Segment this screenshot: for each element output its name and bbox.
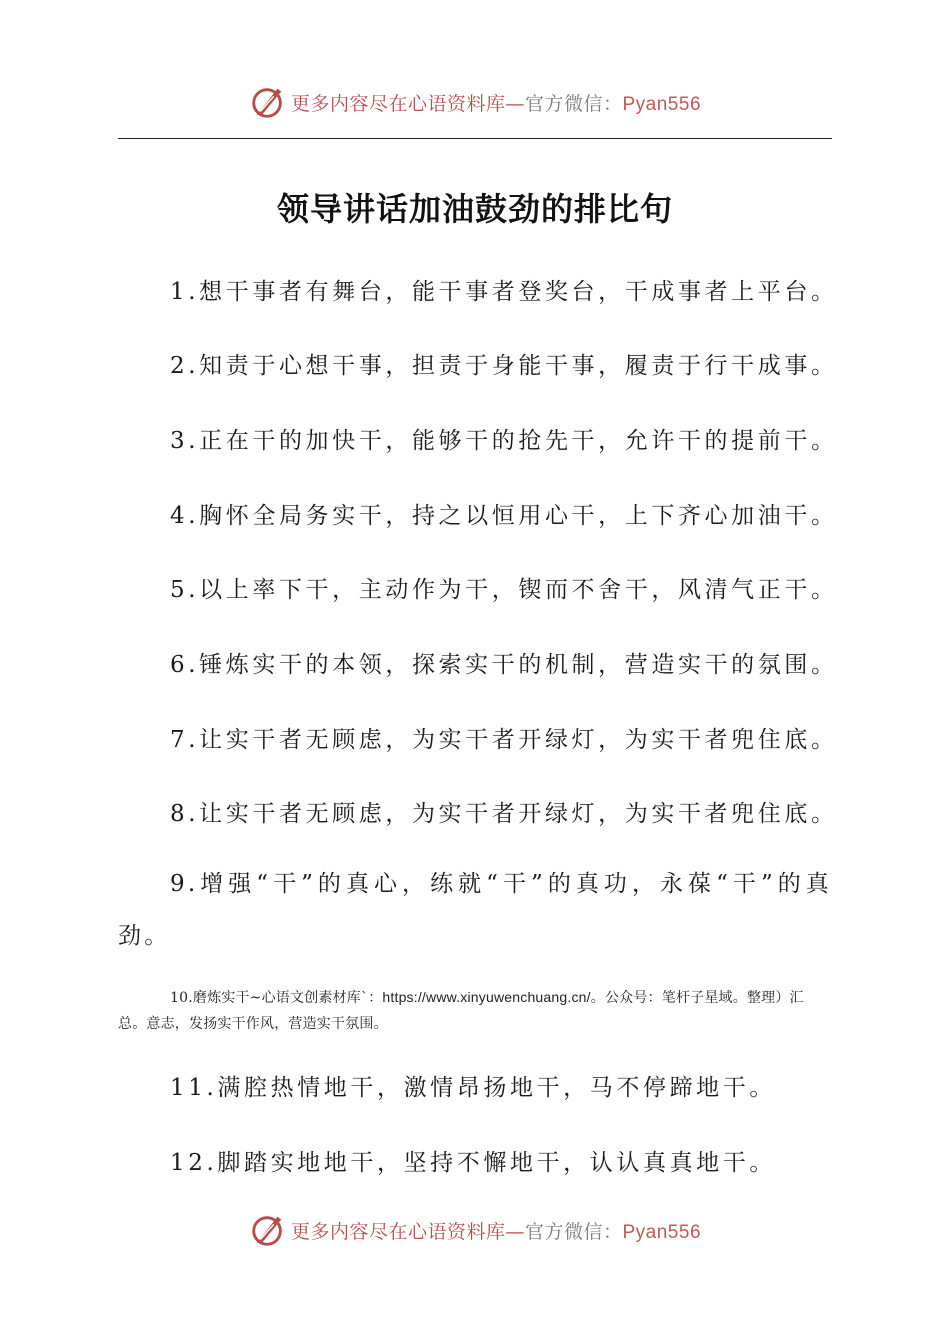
banner-separator: —: [505, 92, 525, 115]
list-item: 7.让实干者无顾虑，为实干者开绿灯，为实干者兜住底。: [170, 727, 838, 753]
list-item: 11.满腔热情地干，激情昂扬地干，马不停蹄地干。: [170, 1075, 776, 1101]
list-item: 8.让实干者无顾虑，为实干者开绿灯，为实干者兜住底。: [170, 801, 838, 827]
list-item: 4.胸怀全局务实干，持之以恒用心干，上下齐心加油干。: [170, 503, 838, 529]
header-divider: [118, 138, 832, 139]
list-item-small: [118, 984, 832, 1037]
header-banner: [0, 80, 950, 124]
quill-logo-icon: [249, 83, 287, 121]
list-item: 2.知责于心想干事，担责于身能干事，履责于行干成事。: [170, 353, 838, 379]
list-item: 6.锤炼实干的本领，探索实干的机制，营造实干的氛围。: [170, 652, 838, 678]
list-item: 5.以上率下干，主动作为干，锲而不舍干，风清气正干。: [170, 577, 838, 603]
banner-wechat-label: 官方微信：: [524, 92, 623, 115]
banner-main: 更多内容尽在心语资料库: [290, 1220, 506, 1243]
item10-suffix: 。公众号：笔杆子星域。整理）汇总。意志，发扬实干作风，营造实干氛围。: [118, 990, 804, 1032]
banner-text: [291, 89, 701, 116]
banner-wechat-id: Pyan556: [622, 1221, 702, 1243]
list-item: 1.想干事者有舞台，能干事者登奖台，干成事者上平台。: [170, 279, 838, 305]
list-item: 12.脚踏实地地干，坚持不懈地干，认认真真地干。: [170, 1150, 776, 1176]
banner-separator: —: [505, 1220, 525, 1243]
list-item: 3.正在干的加快干，能够干的抢先干，允许干的提前干。: [170, 428, 838, 454]
source-url-link[interactable]: https://www.xinyuwenchuang.cn/: [382, 989, 591, 1005]
banner-main: 更多内容尽在心语资料库: [290, 92, 506, 115]
banner-text: [291, 1217, 701, 1244]
item10-prefix: 10.磨炼实干~心语文创素材库`：: [170, 990, 383, 1006]
list-item: 9.增强“干”的真心，练就“干”的真功，永葆“干”的真劲。: [118, 871, 832, 949]
banner-wechat-id: Pyan556: [622, 93, 702, 115]
document-title: 领导讲话加油鼓劲的排比句: [276, 190, 673, 228]
footer-banner: [0, 1208, 950, 1252]
quill-logo-icon: [249, 1211, 287, 1249]
banner-wechat-label: 官方微信：: [524, 1220, 623, 1243]
